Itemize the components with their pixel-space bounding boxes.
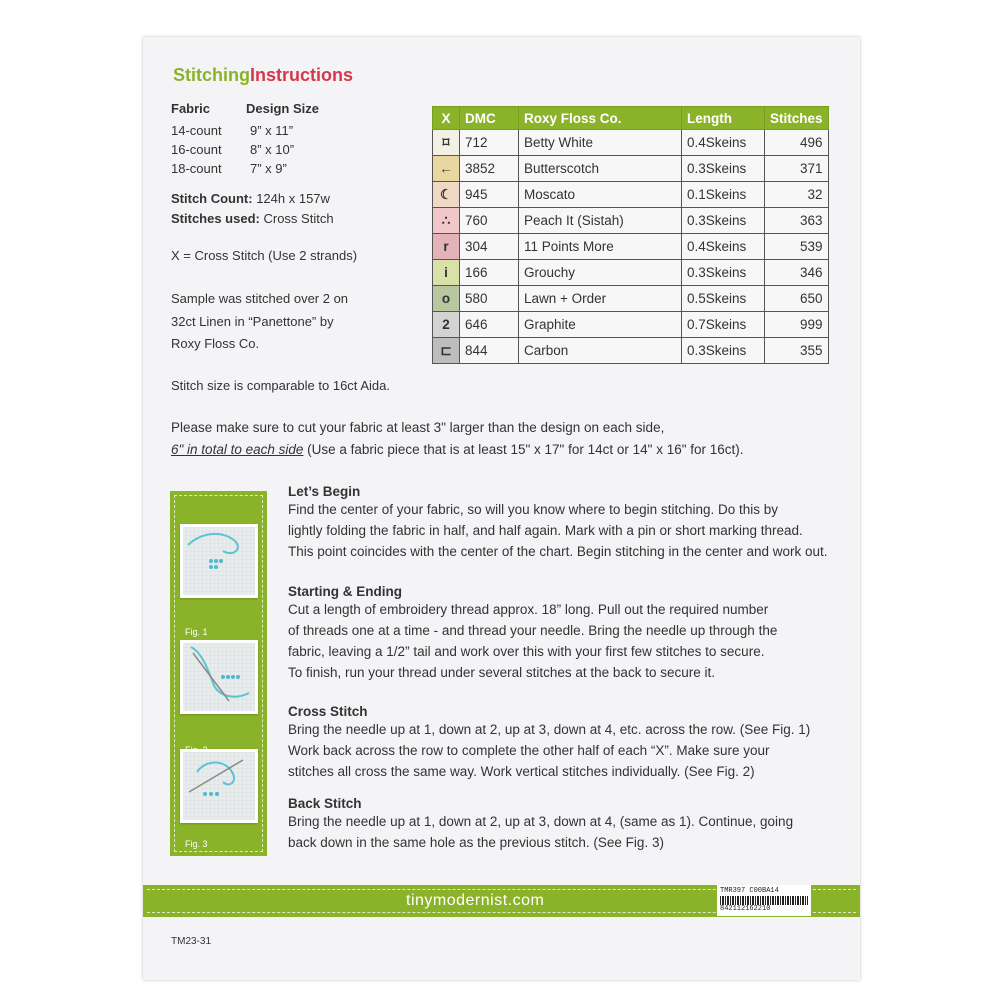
floss-table-header bbox=[433, 107, 829, 130]
section-heading: Starting & Ending bbox=[288, 584, 402, 599]
dmc-number: 304 bbox=[460, 234, 519, 260]
floss-row bbox=[433, 156, 829, 182]
floss-row bbox=[433, 286, 829, 312]
design-size-header: Design Size bbox=[246, 101, 319, 116]
dmc-number: 646 bbox=[460, 312, 519, 338]
floss-symbol: ☾ bbox=[433, 182, 460, 208]
floss-symbol: r bbox=[433, 234, 460, 260]
stitch-count-cell: 32 bbox=[765, 182, 829, 208]
floss-table bbox=[432, 106, 829, 364]
floss-symbol: ⊏ bbox=[433, 338, 460, 364]
section-heading: Cross Stitch bbox=[288, 704, 368, 719]
section-heading: Back Stitch bbox=[288, 796, 362, 811]
fabric-header: Fabric bbox=[171, 101, 211, 116]
cut-note-line-2: 6" in total to each side (Use a fabric piece that is at least 15" x 17" for 14ct or 14" x 16" for 16ct). bbox=[171, 442, 744, 457]
floss-row bbox=[433, 312, 829, 338]
barcode-label: TMR397 C00BA14 842112162210 bbox=[717, 885, 811, 916]
col-header-name: Roxy Floss Co. bbox=[519, 107, 682, 130]
fabric-count: 16-count bbox=[171, 142, 222, 157]
figure-3-label: Fig. 3 bbox=[185, 839, 208, 849]
page-title: StitchingInstructions bbox=[173, 65, 354, 85]
section-line: of threads one at a time - and thread your needle. Bring the needle up through the bbox=[288, 623, 778, 638]
col-header-dmc: DMC bbox=[460, 107, 519, 130]
floss-row bbox=[433, 130, 829, 156]
cross-stitch-note: X = Cross Stitch (Use 2 strands) bbox=[171, 248, 358, 263]
dmc-number: 760 bbox=[460, 208, 519, 234]
barcode-stripes bbox=[720, 896, 808, 905]
floss-name: Betty White bbox=[519, 130, 682, 156]
section-line: Find the center of your fabric, so will you know where to begin stitching. Do this by bbox=[288, 502, 778, 517]
website-url: tinymodernist.com bbox=[406, 892, 545, 909]
floss-row bbox=[433, 260, 829, 286]
floss-length: 0.5Skeins bbox=[682, 286, 765, 312]
dmc-number: 166 bbox=[460, 260, 519, 286]
section-lets-begin bbox=[288, 484, 828, 562]
floss-name: Butterscotch bbox=[519, 156, 682, 182]
section-line: stitches all cross the same way. Work vertical stitches individually. (See Fig. 2) bbox=[288, 764, 755, 779]
cut-note-line-1: Please make sure to cut your fabric at least 3" larger than the design on each side, bbox=[171, 420, 665, 435]
section-line: Work back across the row to complete the other half of each “X”. Make sure your bbox=[288, 743, 770, 758]
floss-name: Peach It (Sistah) bbox=[519, 208, 682, 234]
floss-length: 0.7Skeins bbox=[682, 312, 765, 338]
section-heading: Let’s Begin bbox=[288, 484, 361, 499]
figure-1-label: Fig. 1 bbox=[185, 627, 208, 637]
stitch-count-cell: 650 bbox=[765, 286, 829, 312]
col-header-length: Length bbox=[682, 107, 765, 130]
section-line: To finish, run your thread under several stitches at the back to secure it. bbox=[288, 665, 715, 680]
floss-name: Grouchy bbox=[519, 260, 682, 286]
floss-name: Moscato bbox=[519, 182, 682, 208]
pattern-back-cover bbox=[143, 37, 860, 980]
stitches-used: Stitches used: Cross Stitch bbox=[171, 211, 334, 226]
dmc-number: 712 bbox=[460, 130, 519, 156]
fabric-size: 8” x 10” bbox=[250, 142, 295, 157]
stitch-count-cell: 371 bbox=[765, 156, 829, 182]
figure-2-image bbox=[180, 640, 258, 714]
stitch-size-note: Stitch size is comparable to 16ct Aida. bbox=[171, 378, 390, 393]
floss-length: 0.4Skeins bbox=[682, 130, 765, 156]
floss-length: 0.3Skeins bbox=[682, 208, 765, 234]
stitch-count-cell: 999 bbox=[765, 312, 829, 338]
floss-row bbox=[433, 182, 829, 208]
section-line: back down in the same hole as the previous stitch. (See Fig. 3) bbox=[288, 835, 664, 850]
fabric-size: 7” x 9” bbox=[250, 161, 287, 176]
section-line: This point coincides with the center of the chart. Begin stitching in the center and work out. bbox=[288, 544, 828, 559]
floss-name: Graphite bbox=[519, 312, 682, 338]
col-header-stitches: Stitches bbox=[765, 107, 829, 130]
sample-note-line: Sample was stitched over 2 on bbox=[171, 291, 349, 306]
dmc-number: 3852 bbox=[460, 156, 519, 182]
fabric-size: 9” x 11” bbox=[250, 123, 294, 138]
section-line: Bring the needle up at 1, down at 2, up at 3, down at 4, etc. across the row. (See Fig. 1) bbox=[288, 722, 811, 737]
floss-symbol: ⌑ bbox=[433, 130, 460, 156]
floss-row bbox=[433, 338, 829, 364]
floss-length: 0.1Skeins bbox=[682, 182, 765, 208]
floss-symbol: 2 bbox=[433, 312, 460, 338]
product-code: TM23-31 bbox=[171, 936, 212, 947]
floss-length: 0.3Skeins bbox=[682, 260, 765, 286]
stitch-count: Stitch Count: 124h x 157w bbox=[171, 191, 330, 206]
sample-note-line: 32ct Linen in “Panettone” by bbox=[171, 314, 334, 329]
dmc-number: 844 bbox=[460, 338, 519, 364]
floss-length: 0.3Skeins bbox=[682, 338, 765, 364]
floss-length: 0.4Skeins bbox=[682, 234, 765, 260]
section-cross-stitch bbox=[288, 704, 810, 782]
stitch-count-cell: 363 bbox=[765, 208, 829, 234]
section-line: Bring the needle up at 1, down at 2, up at 3, down at 4, (same as 1). Continue, going bbox=[288, 814, 794, 829]
section-line: lightly folding the fabric in half, and half again. Mark with a pin or short marking thread. bbox=[288, 523, 803, 538]
stitch-count-cell: 539 bbox=[765, 234, 829, 260]
section-starting-ending bbox=[288, 584, 777, 683]
floss-symbol: i bbox=[433, 260, 460, 286]
figure-panel bbox=[170, 491, 267, 856]
floss-row bbox=[433, 234, 829, 260]
floss-symbol: ∴ bbox=[433, 208, 460, 234]
section-line: fabric, leaving a 1/2” tail and work over this with your first few stitches to secure. bbox=[288, 644, 765, 659]
fabric-count: 14-count bbox=[171, 123, 222, 138]
floss-name: Carbon bbox=[519, 338, 682, 364]
stitch-count-cell: 346 bbox=[765, 260, 829, 286]
stitch-count-cell: 496 bbox=[765, 130, 829, 156]
floss-symbol: o bbox=[433, 286, 460, 312]
section-back-stitch bbox=[288, 796, 793, 853]
section-line: Cut a length of embroidery thread approx. 18” long. Pull out the required number bbox=[288, 602, 769, 617]
floss-row bbox=[433, 208, 829, 234]
floss-name: Lawn + Order bbox=[519, 286, 682, 312]
sample-note-line: Roxy Floss Co. bbox=[171, 336, 260, 351]
floss-symbol: ← bbox=[433, 156, 460, 182]
figure-1-image bbox=[180, 524, 258, 598]
dmc-number: 945 bbox=[460, 182, 519, 208]
col-header-symbol: X bbox=[433, 107, 460, 130]
fabric-count: 18-count bbox=[171, 161, 222, 176]
figure-3-image bbox=[180, 749, 258, 823]
dmc-number: 580 bbox=[460, 286, 519, 312]
stitch-count-cell: 355 bbox=[765, 338, 829, 364]
floss-name: 11 Points More bbox=[519, 234, 682, 260]
floss-length: 0.3Skeins bbox=[682, 156, 765, 182]
